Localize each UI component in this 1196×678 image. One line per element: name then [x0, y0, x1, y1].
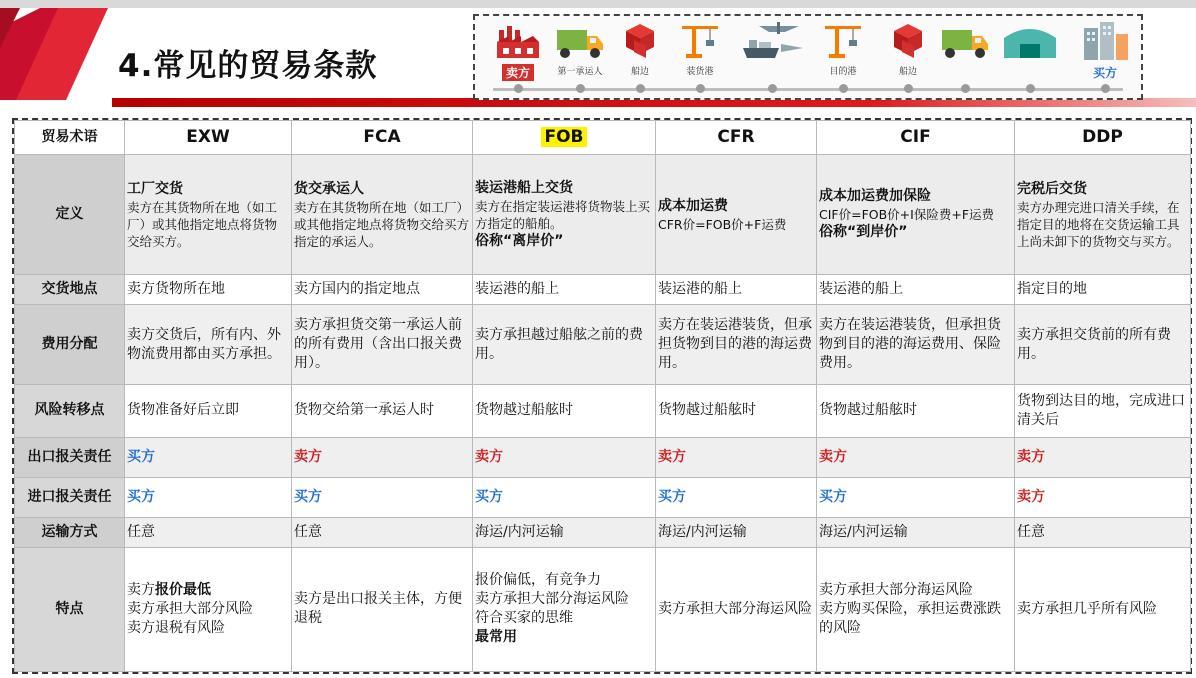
cost-cell: 卖方承担货交第一承运人前的所有费用（含出口报关费用）。 — [292, 305, 473, 385]
features-cell — [1015, 547, 1191, 671]
features-line — [127, 581, 289, 600]
definition-title: 货交承运人 — [294, 180, 364, 197]
features-line — [819, 581, 1012, 600]
features-line — [658, 600, 814, 619]
factory-icon — [483, 20, 553, 60]
definition-text: 卖方在其货物所在地（如工厂）或其他指定地点将货物交给买方。 — [127, 199, 278, 249]
features-line — [1017, 600, 1188, 619]
features-text: 卖方承担大部分海运风险 — [819, 581, 973, 598]
features-text: 卖方 — [127, 581, 155, 598]
flow-step-label: 目的港 — [829, 67, 857, 77]
transport-cell: 海运/内河运输 — [656, 517, 817, 547]
flow-step — [930, 20, 1000, 64]
export-party: 卖方 — [294, 448, 322, 465]
features-text: 卖方承担大部分海运风险 — [475, 591, 629, 608]
flow-dot — [839, 84, 848, 93]
export-cell — [817, 437, 1015, 477]
flow-step — [665, 20, 735, 77]
header-cfr: CFR — [656, 121, 817, 155]
flow-step-label: 卖方 — [502, 64, 534, 81]
flow-dot — [696, 84, 705, 93]
delivery-cell: 指定目的地 — [1015, 275, 1191, 305]
features-text: 符合买家的思维 — [475, 610, 573, 627]
definition-title: 工厂交货 — [127, 180, 183, 197]
transport-cell: 任意 — [125, 517, 292, 547]
export-party: 卖方 — [819, 448, 847, 465]
features-row — [15, 547, 1191, 671]
definition-cell — [292, 155, 473, 275]
flow-step — [995, 20, 1065, 64]
export-cell — [473, 437, 656, 477]
flow-step-label: 买方 — [1092, 66, 1117, 80]
delivery-row — [15, 275, 1191, 305]
row-label-transport: 运输方式 — [15, 517, 125, 547]
warehouse-icon — [995, 20, 1065, 60]
crane-icon — [665, 20, 735, 60]
row-label-delivery: 交货地点 — [15, 275, 125, 305]
flow-step-label: 装货港 — [686, 67, 714, 77]
cost-cell: 卖方承担交货前的所有费用。 — [1015, 305, 1191, 385]
definition-cell — [125, 155, 292, 275]
row-label-risk: 风险转移点 — [15, 385, 125, 437]
cost-cell: 卖方在装运港装货，但承担货物到目的港的海运费用。 — [656, 305, 817, 385]
definition-note: 俗称“到岸价” — [819, 224, 908, 241]
features-line — [475, 609, 653, 628]
risk-row — [15, 385, 1191, 437]
features-line — [475, 628, 653, 647]
definition-cell — [1015, 155, 1191, 275]
transport-cell: 任意 — [1015, 517, 1191, 547]
export-row — [15, 437, 1191, 477]
export-cell — [125, 437, 292, 477]
top-strip — [0, 0, 1196, 8]
import-cell — [473, 477, 656, 517]
import-cell — [1015, 477, 1191, 517]
import-party: 买方 — [658, 488, 686, 505]
import-party: 买方 — [475, 488, 503, 505]
delivery-cell: 装运港的船上 — [473, 275, 656, 305]
header-cif: CIF — [817, 121, 1015, 155]
features-line — [127, 600, 289, 619]
features-text: 报价偏低，有竞争力 — [475, 572, 601, 589]
features-emphasis: 报价最低 — [155, 581, 211, 598]
flow-dot — [636, 84, 645, 93]
features-cell — [656, 547, 817, 671]
risk-cell: 货物越过船舷时 — [656, 385, 817, 437]
header-exw: EXW — [125, 121, 292, 155]
features-line — [294, 590, 470, 628]
row-label-export: 出口报关责任 — [15, 437, 125, 477]
import-party: 卖方 — [1017, 488, 1045, 505]
fob-highlight: FOB — [541, 127, 586, 147]
definition-text: 卖方办理完进口清关手续，在指定目的地将在交货运输工具上尚未卸下的货物交与买方。 — [1017, 199, 1180, 249]
flow-step — [737, 20, 807, 64]
features-text: 卖方是出口报关主体，方便退税 — [294, 591, 462, 627]
delivery-cell: 卖方国内的指定地点 — [292, 275, 473, 305]
features-text: 卖方承担大部分风险 — [127, 600, 253, 617]
header-row — [15, 121, 1191, 155]
definition-title: 装运港船上交货 — [475, 179, 573, 196]
delivery-cell: 卖方货物所在地 — [125, 275, 292, 305]
risk-cell: 货物越过船舷时 — [817, 385, 1015, 437]
row-label-cost: 费用分配 — [15, 305, 125, 385]
header-fob — [473, 121, 656, 155]
flow-dot — [904, 84, 913, 93]
definition-cell — [817, 155, 1015, 275]
cost-cell: 卖方承担越过船舷之前的费用。 — [473, 305, 656, 385]
flow-dot — [1101, 84, 1110, 93]
import-party: 买方 — [294, 488, 322, 505]
export-cell — [656, 437, 817, 477]
transport-cell: 任意 — [292, 517, 473, 547]
flow-dot — [768, 84, 777, 93]
risk-cell: 货物准备好后立即 — [125, 385, 292, 437]
features-cell — [125, 547, 292, 671]
delivery-cell: 装运港的船上 — [656, 275, 817, 305]
features-text: 卖方承担大部分海运风险 — [658, 600, 812, 617]
header-fca: FCA — [292, 121, 473, 155]
flow-dot — [576, 84, 585, 93]
ship-plane-icon — [737, 20, 807, 60]
features-text: 卖方承担几乎所有风险 — [1017, 600, 1157, 617]
definition-title: 成本加运费加保险 — [819, 188, 931, 205]
definition-cell — [656, 155, 817, 275]
cost-cell: 卖方在装运港装货，但承担货物到目的港的海运费用、保险费用。 — [817, 305, 1015, 385]
definition-text: CFR价=FOB价+F运费 — [658, 216, 787, 232]
flow-step-label: 船边 — [630, 67, 649, 77]
definition-text: CIF价=FOB价+I保险费+F运费 — [819, 207, 995, 223]
flow-dot — [1026, 84, 1035, 93]
cost-row — [15, 305, 1191, 385]
transport-row — [15, 517, 1191, 547]
export-party: 买方 — [127, 448, 155, 465]
transport-cell: 海运/内河运输 — [817, 517, 1015, 547]
definition-text: 卖方在指定装运港将货物装上买方指定的船舶。 — [475, 198, 651, 231]
flow-step-label: 第一承运人 — [557, 67, 603, 77]
transport-cell: 海运/内河运输 — [473, 517, 656, 547]
header-term: 贸易术语 — [15, 121, 125, 155]
trade-terms-table — [14, 120, 1191, 672]
definition-text: 卖方在其货物所在地（如工厂）或其他指定地点将货物交给买方指定的承运人。 — [294, 199, 470, 249]
buildings-icon — [1070, 20, 1140, 60]
import-cell — [656, 477, 817, 517]
import-party: 买方 — [819, 488, 847, 505]
trade-terms-table-wrap — [12, 118, 1192, 674]
truck-icon — [930, 20, 1000, 60]
flow-step — [1070, 20, 1140, 81]
definition-row — [15, 155, 1191, 275]
row-label-features: 特点 — [15, 547, 125, 671]
flow-dot — [514, 84, 523, 93]
import-cell — [125, 477, 292, 517]
trade-flow-diagram — [473, 14, 1143, 100]
features-cell — [817, 547, 1015, 671]
features-text: 卖方退税有风险 — [127, 619, 225, 636]
risk-cell: 货物越过船舷时 — [473, 385, 656, 437]
features-line — [475, 590, 653, 609]
features-line — [475, 571, 653, 590]
features-line — [819, 600, 1012, 638]
page-title: 4.常见的贸易条款 — [118, 48, 378, 84]
import-party: 买方 — [127, 488, 155, 505]
row-label-import: 进口报关责任 — [15, 477, 125, 517]
red-corner-decoration — [0, 8, 112, 100]
export-party: 卖方 — [1017, 448, 1045, 465]
delivery-cell: 装运港的船上 — [817, 275, 1015, 305]
cost-cell: 卖方交货后，所有内、外物流费用都由买方承担。 — [125, 305, 292, 385]
flow-step-label: 船边 — [898, 67, 917, 77]
definition-cell — [473, 155, 656, 275]
flow-step — [808, 20, 878, 77]
definition-note: 俗称“离岸价” — [475, 232, 564, 249]
import-cell — [292, 477, 473, 517]
row-label-definition: 定义 — [15, 155, 125, 275]
header-ddp: DDP — [1015, 121, 1191, 155]
features-text: 卖方购买保险，承担运费涨跌的风险 — [819, 600, 1001, 636]
features-text: 最常用 — [475, 629, 517, 646]
definition-title: 完税后交货 — [1017, 180, 1087, 197]
risk-cell: 货物到达目的地，完成进口清关后 — [1015, 385, 1191, 437]
export-party: 卖方 — [658, 448, 686, 465]
import-cell — [817, 477, 1015, 517]
features-cell — [292, 547, 473, 671]
flow-step — [483, 20, 553, 81]
import-row — [15, 477, 1191, 517]
risk-cell: 货物交给第一承运人时 — [292, 385, 473, 437]
features-cell — [473, 547, 656, 671]
flow-dot — [961, 84, 970, 93]
crane-icon — [808, 20, 878, 60]
export-cell — [1015, 437, 1191, 477]
export-party: 卖方 — [475, 448, 503, 465]
export-cell — [292, 437, 473, 477]
features-line — [127, 619, 289, 638]
definition-title: 成本加运费 — [658, 197, 728, 214]
